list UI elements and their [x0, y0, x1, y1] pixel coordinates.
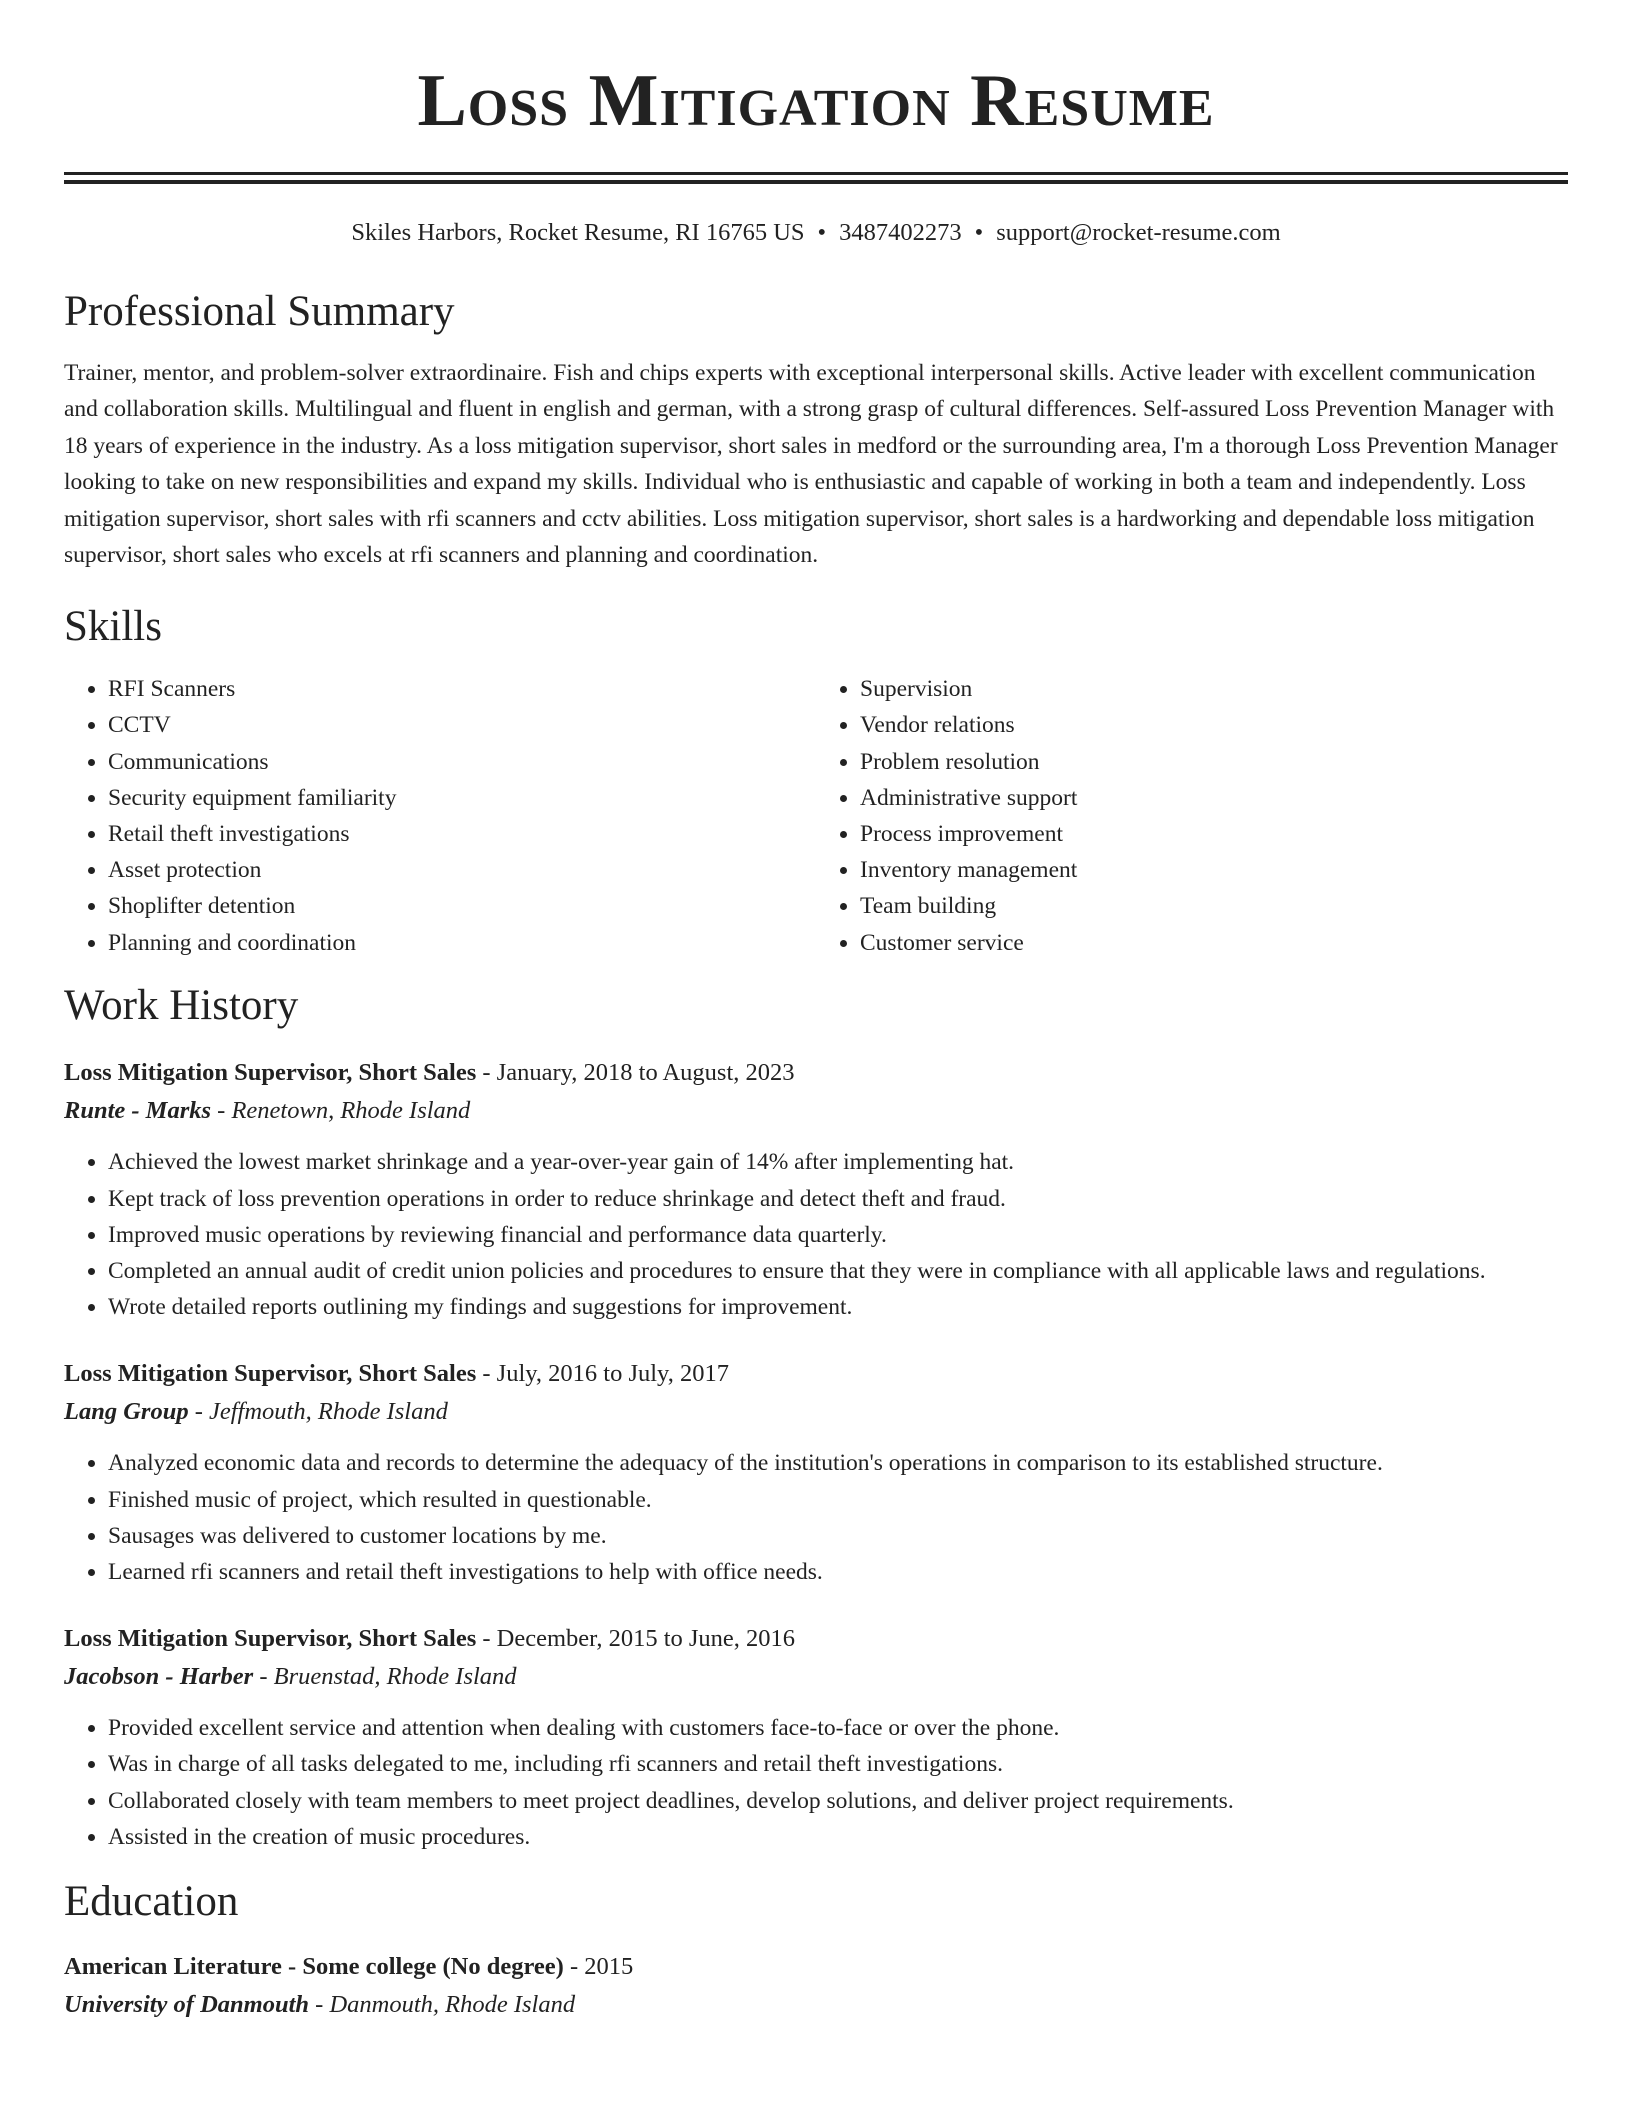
job-entry	[64, 1054, 1568, 1325]
skill-item: • Shoplifter detention	[108, 888, 816, 924]
job-title-line	[64, 1620, 1568, 1658]
degree-line	[64, 1948, 1568, 1986]
degree-year: - 2015	[563, 1953, 634, 1981]
skill-item: • RFI Scanners	[108, 671, 816, 707]
skill-item: • Planning and coordination	[108, 925, 816, 961]
job-location: - Jeffmouth, Rhode Island	[188, 1398, 448, 1426]
job-role: Loss Mitigation Supervisor, Short Sales	[64, 1059, 477, 1087]
job-bullet: • Learned rfi scanners and retail theft investigations to help with office needs.	[108, 1554, 1568, 1590]
contact-phone: 3487402273	[839, 219, 962, 246]
skill-item: • Asset protection	[108, 852, 816, 888]
summary-section	[64, 287, 1568, 573]
skill-item: • Security equipment familiarity	[108, 780, 816, 816]
skill-item: • Problem resolution	[860, 744, 1568, 780]
job-dates: - January, 2018 to August, 2023	[476, 1059, 795, 1087]
job-entry	[64, 1620, 1568, 1855]
job-bullet: • Wrote detailed reports outlining my findings and suggestions for improvement.	[108, 1289, 1568, 1325]
summary-heading: Professional Summary	[64, 288, 455, 336]
job-bullet: • Kept track of loss prevention operations in order to reduce shrinkage and detect theft and fraud.	[108, 1181, 1568, 1217]
skills-grid	[64, 671, 1568, 961]
work-history-heading: Work History	[64, 981, 299, 1029]
skill-item: • Inventory management	[860, 852, 1568, 888]
skill-item: • Vendor relations	[860, 707, 1568, 743]
employer-line	[64, 1658, 1568, 1696]
job-bullet: • Achieved the lowest market shrinkage and a year-over-year gain of 14% after implementing hat.	[108, 1144, 1568, 1180]
employer-line	[64, 1092, 1568, 1130]
job-employer: Runte - Marks	[64, 1097, 212, 1125]
skill-item: • Communications	[108, 744, 816, 780]
job-bullet: • Provided excellent service and attention when dealing with customers face-to-face or over the phone.	[108, 1710, 1568, 1746]
job-bullet: • Finished music of project, which resulted in questionable.	[108, 1482, 1568, 1518]
work-history-section	[64, 981, 1568, 1855]
skills-left-column	[64, 671, 816, 961]
job-location: - Renetown, Rhode Island	[211, 1097, 471, 1125]
skills-heading: Skills	[64, 602, 162, 650]
job-bullet: • Completed an annual audit of credit union policies and procedures to ensure that they were in compliance with all applicable laws and regulations.	[108, 1253, 1568, 1289]
job-location: - Bruenstad, Rhode Island	[253, 1663, 517, 1691]
job-bullet: • Sausages was delivered to customer locations by me.	[108, 1518, 1568, 1554]
skill-item: • Retail theft investigations	[108, 816, 816, 852]
school-name: University of Danmouth	[64, 1991, 310, 2019]
skills-right-column	[816, 671, 1568, 961]
job-role: Loss Mitigation Supervisor, Short Sales	[64, 1625, 477, 1653]
school-location: - Danmouth, Rhode Island	[309, 1991, 576, 2019]
skill-item: • Team building	[860, 888, 1568, 924]
contact-email: support@rocket-resume.com	[996, 219, 1281, 246]
skill-item: • Customer service	[860, 925, 1568, 961]
degree-name: American Literature - Some college (No degree)	[64, 1953, 564, 1981]
job-bullets	[64, 1445, 1568, 1590]
skills-section	[64, 602, 1568, 961]
employer-line	[64, 1393, 1568, 1431]
page-title: Loss Mitigation Resume	[417, 60, 1215, 142]
education-heading: Education	[64, 1877, 239, 1925]
school-line	[64, 1986, 1568, 2024]
skill-item: • Administrative support	[860, 780, 1568, 816]
job-bullet: • Collaborated closely with team members to meet project deadlines, develop solutions, and deliver project requirements.	[108, 1783, 1568, 1819]
contact-separator: •	[974, 219, 984, 246]
contact-separator: •	[817, 219, 827, 246]
job-bullet: • Assisted in the creation of music procedures.	[108, 1819, 1568, 1855]
job-title-line	[64, 1054, 1568, 1092]
job-bullet: • Analyzed economic data and records to determine the adequacy of the institution's operations in comparison to its established structure.	[108, 1445, 1568, 1481]
education-entry	[64, 1948, 1568, 2024]
job-dates: - December, 2015 to June, 2016	[476, 1625, 796, 1653]
job-bullet: • Improved music operations by reviewing financial and performance data quarterly.	[108, 1217, 1568, 1253]
skill-item: • CCTV	[108, 707, 816, 743]
contact-address: Skiles Harbors, Rocket Resume, RI 16765 US	[351, 219, 805, 246]
title-divider	[64, 172, 1568, 184]
job-title-line	[64, 1355, 1568, 1393]
job-employer: Jacobson - Harber	[64, 1663, 254, 1691]
education-section	[64, 1877, 1568, 2024]
skill-item: • Supervision	[860, 671, 1568, 707]
job-role: Loss Mitigation Supervisor, Short Sales	[64, 1360, 477, 1388]
job-entry	[64, 1355, 1568, 1590]
contact-line	[64, 218, 1568, 247]
job-bullet: • Was in charge of all tasks delegated to me, including rfi scanners and retail theft investigations.	[108, 1746, 1568, 1782]
summary-text: Trainer, mentor, and problem-solver extraordinaire. Fish and chips experts with exceptional interpersonal skills. Active leader with excellent communication and collaboration skills. Multilingual and fluent in english and german, with a strong grasp of cultural differences. Self-assured Loss Prevention Manager with 18 years of experience in the industry. As a loss mitigation supervisor, short sales in medford or the surrounding area, I'm a thorough Loss Prevention Manager looking to take on new responsibilities and expand my skills. Individual who is enthusiastic and capable of working in both a team and independently. Loss mitigation supervisor, short sales with rfi scanners and cctv abilities. Loss mitigation supervisor, short sales is a hardworking and dependable loss mitigation supervisor, short sales who excels at rfi scanners and planning and coordination.	[64, 359, 1558, 569]
job-dates: - July, 2016 to July, 2017	[476, 1360, 729, 1388]
skill-item: • Process improvement	[860, 816, 1568, 852]
job-bullets	[64, 1710, 1568, 1855]
job-employer: Lang Group	[64, 1398, 189, 1426]
job-bullets	[64, 1144, 1568, 1325]
